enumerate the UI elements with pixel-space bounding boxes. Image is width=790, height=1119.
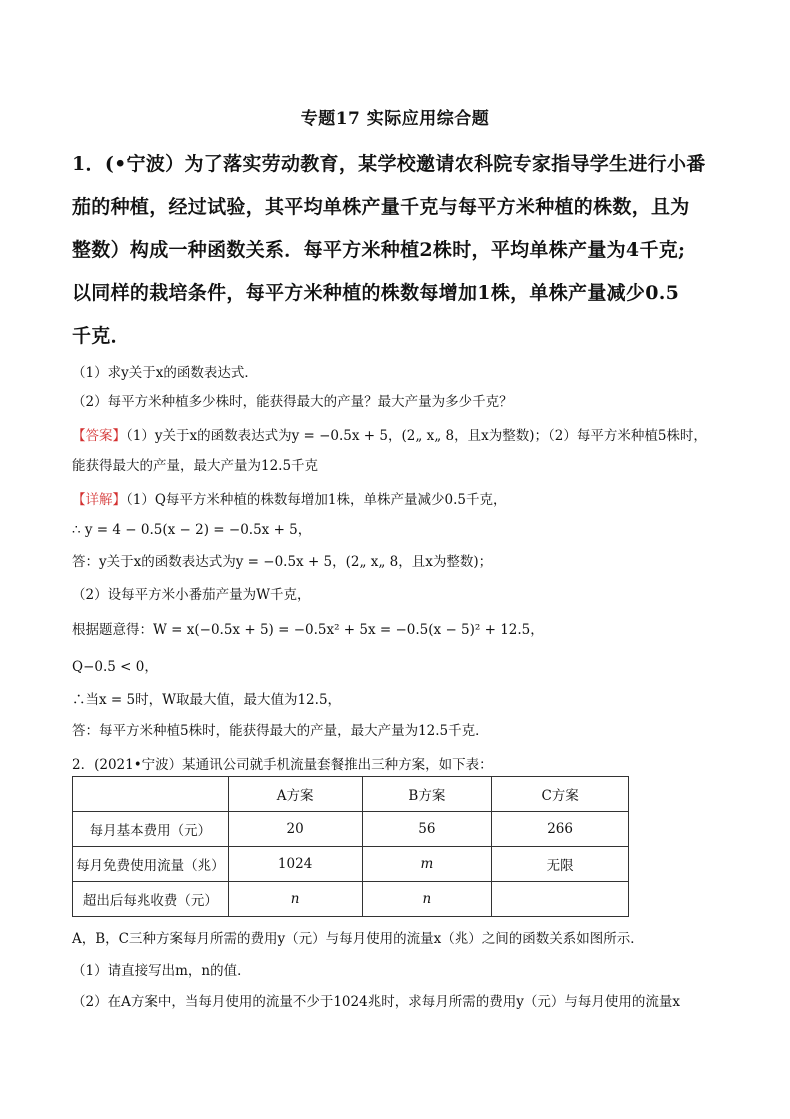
- pricing-table: [72, 776, 629, 917]
- answer-tag: 【答案】: [72, 428, 126, 444]
- table-header-cell: A方案: [228, 777, 362, 812]
- table-cell: 1024: [228, 847, 362, 882]
- detail-line-5: 根据题意得：W = x(−0.5x + 5) = −0.5x² + 5x = −0.5(x − 5)² + 12.5，: [72, 622, 544, 638]
- table-cell: 每月免费使用流量（兆）: [73, 847, 229, 882]
- answer-text: （1）y关于x的函数表达式为y = −0.5x + 5，(2„ x„ 8，且x为整数)；（2）每平方米种植5株时，: [126, 428, 707, 444]
- detail-text: （1）Q每平方米种植的株数每增加1株，单株产量减少0.5千克，: [126, 492, 507, 508]
- stem-line: 1．(•宁波）为了落实劳动教育，某学校邀请农科院专家指导学生进行小番: [72, 153, 706, 175]
- table-header-cell: C方案: [492, 777, 629, 812]
- table-header-cell: [73, 777, 229, 812]
- table-header-cell: B方案: [362, 777, 492, 812]
- table-cell: m: [362, 847, 492, 882]
- detail-line-8: 答：每平方米种植5株时，能获得最大的产量，最大产量为12.5千克．: [72, 723, 489, 739]
- detail-line-1: [72, 488, 752, 508]
- table-cell: [492, 882, 629, 917]
- table-cell: 56: [362, 812, 492, 847]
- table-cell: n: [362, 882, 492, 917]
- q2-description: A，B，C三种方案每月所需的费用y（元）与每月使用的流量x（兆）之间的函数关系如图所示．: [72, 931, 644, 947]
- table-row: [73, 812, 629, 847]
- stem-line: 茄的种植，经过试验，其平均单株产量千克与每平方米种植的株数，且为: [72, 196, 690, 218]
- detail-tag: 【详解】: [72, 492, 126, 508]
- stem-line: 整数）构成一种函数关系．每平方米种植2株时，平均单株产量为4千克;: [72, 239, 686, 261]
- table-cell: 266: [492, 812, 629, 847]
- q2-sub2: （2）在A方案中，当每月使用的流量不少于1024兆时，求每月所需的费用y（元）与每月使用的流量x: [72, 994, 680, 1010]
- detail-line-3: 答：y关于x的函数表达式为y = −0.5x + 5，(2„ x„ 8，且x为整数)；: [72, 554, 493, 570]
- q2-sub1: （1）请直接写出m，n的值．: [72, 963, 251, 979]
- detail-line-7: ∴当x = 5时，W取最大值，最大值为12.5，: [72, 692, 342, 708]
- table-cell: n: [228, 882, 362, 917]
- table-cell: 超出后每兆收费（元）: [73, 882, 229, 917]
- stem-line: 以同样的栽培条件，每平方米种植的株数每增加1株，单株产量减少0.5: [72, 282, 680, 304]
- table-row: [73, 882, 629, 917]
- table-row: [73, 847, 629, 882]
- question-1-stem: [72, 143, 722, 358]
- answer-line-1: [72, 424, 752, 444]
- q1-sub1: （1）求y关于x的函数表达式．: [72, 365, 258, 381]
- table-cell: 每月基本费用（元）: [73, 812, 229, 847]
- answer-line-2: 能获得最大的产量，最大产量为12.5千克: [72, 458, 319, 474]
- question-2-intro: 2．(2021•宁波）某通讯公司就手机流量套餐推出三种方案，如下表：: [72, 757, 493, 773]
- detail-line-4: （2）设每平方米小番茄产量为W千克，: [72, 587, 311, 603]
- table-cell: 无限: [492, 847, 629, 882]
- stem-line: 千克．: [72, 325, 130, 347]
- page-title: 专题17 实际应用综合题: [300, 109, 490, 129]
- detail-line-2: ∴ y = 4 − 0.5(x − 2) = −0.5x + 5，: [72, 522, 312, 538]
- q1-sub2: （2）每平方米种植多少株时，能获得最大的产量？最大产量为多少千克？: [72, 394, 513, 410]
- detail-line-6: Q−0.5 < 0，: [72, 659, 158, 675]
- table-cell: 20: [228, 812, 362, 847]
- table-header-row: [73, 777, 629, 812]
